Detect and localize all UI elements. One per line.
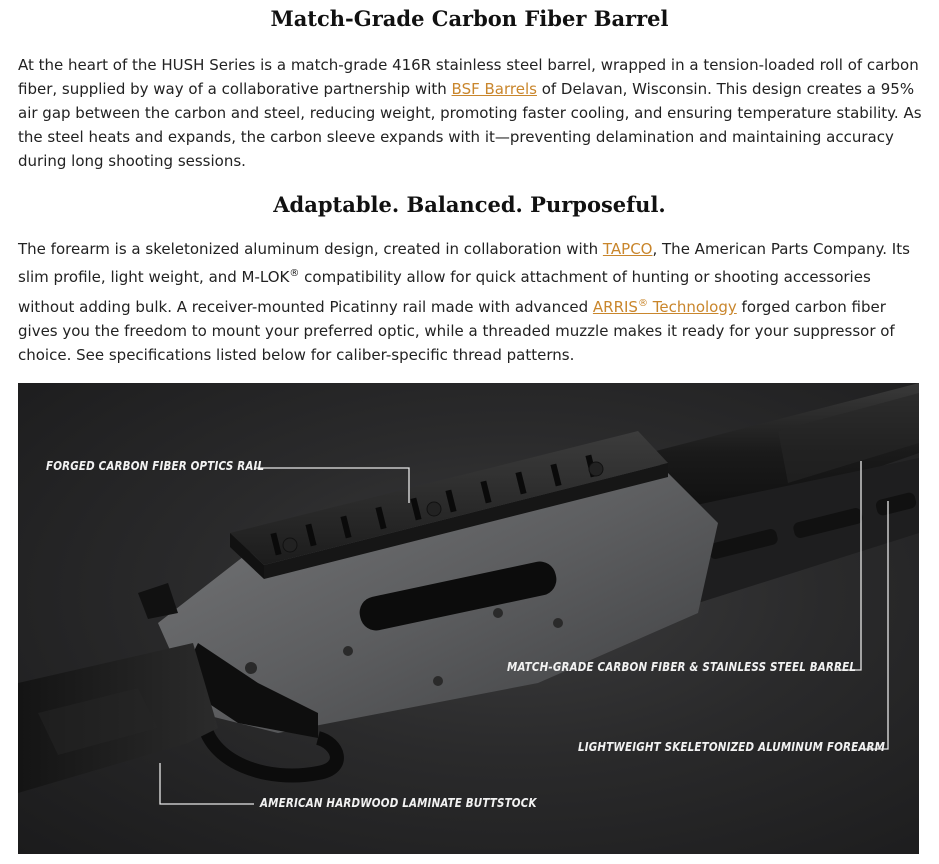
text-fragment: , The American Parts Company. Its: [652, 240, 910, 258]
registered-mark: ®: [289, 268, 300, 279]
bsf-barrels-link[interactable]: BSF Barrels: [451, 80, 537, 98]
text-line: during long shooting sessions.: [18, 152, 246, 170]
text-fragment: compatibility allow for quick attachment of hunting or shooting accessories: [299, 268, 871, 286]
link-text: Technology: [647, 298, 737, 316]
section-heading-barrel: Match-Grade Carbon Fiber Barrel: [270, 6, 669, 31]
rifle-feature-image: [18, 383, 919, 854]
text-line: air gap between the carbon and steel, reducing weight, promoting faster cooling, and ensuring temperature stability. As: [18, 104, 922, 122]
text-line: [18, 265, 918, 289]
text-fragment: fiber, supplied by way of a collaborative partnership with: [18, 80, 452, 98]
text-fragment: slim profile, light weight, and M-LOK: [18, 268, 290, 286]
text-line: the steel heats and expands, the carbon sleeve expands with it—preventing delamination and maintaining accuracy: [18, 128, 894, 146]
barrel-description: [18, 53, 922, 173]
text-fragment: without adding bulk. A receiver-mounted Picatinny rail made with advanced: [18, 298, 593, 316]
tapco-link[interactable]: TAPCO: [602, 240, 653, 258]
callout-forearm: LIGHTWEIGHT SKELETONIZED ALUMINUM FOREARM: [578, 740, 886, 754]
text-line: At the heart of the HUSH Series is a match-grade 416R stainless steel barrel, wrapped in a tension-loaded roll of carbon: [18, 56, 919, 74]
text-fragment: The forearm is a skeletonized aluminum design, created in collaboration with: [18, 240, 603, 258]
link-text: ARRIS: [592, 298, 638, 316]
text-line: gives you the freedom to mount your preferred optic, while a threaded muzzle makes it ready for your suppressor of: [18, 322, 895, 340]
text-line: [18, 77, 918, 101]
rifle-illustration: [18, 383, 919, 854]
text-line: choice. See specifications listed below for caliber-specific thread patterns.: [18, 346, 575, 364]
callout-buttstock: AMERICAN HARDWOOD LAMINATE BUTTSTOCK: [260, 796, 537, 810]
buttstock: [18, 643, 218, 793]
callout-optics-rail: FORGED CARBON FIBER OPTICS RAIL: [46, 459, 265, 473]
text-line: [18, 295, 918, 319]
arris-technology-link[interactable]: [593, 298, 737, 316]
text-line: [18, 237, 918, 261]
text-fragment: of Delavan, Wisconsin. This design creates a 95%: [536, 80, 915, 98]
text-fragment: forged carbon fiber: [736, 298, 886, 316]
section-heading-adaptable: Adaptable. Balanced. Purposeful.: [273, 192, 666, 217]
callout-barrel: MATCH-GRADE CARBON FIBER & STAINLESS STEEL BARREL: [507, 660, 857, 674]
forearm-description: [18, 237, 918, 367]
registered-mark: ®: [637, 298, 648, 309]
